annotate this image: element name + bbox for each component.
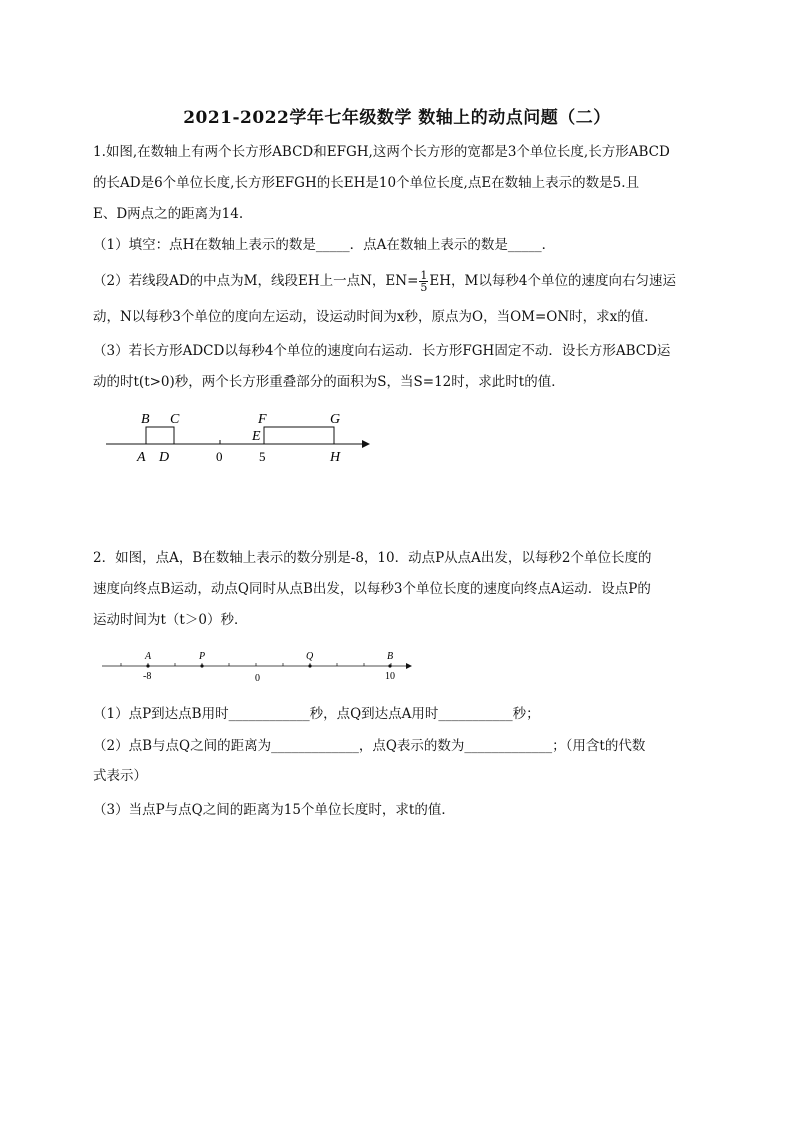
label-a: A — [137, 450, 146, 465]
q2-text-line-3: 运动时间为t（t＞0）秒． — [93, 612, 248, 628]
fraction-one-fifth — [419, 270, 428, 293]
label-a: A — [145, 651, 152, 662]
label-ten: 10 — [385, 671, 395, 682]
q1-part-3-line-2: 动的时t(t>0)秒，两个长方形重叠部分的面积为S，当S=12时，求此时t的值． — [93, 374, 565, 390]
arrow-right-icon — [406, 663, 412, 669]
point-a-dot — [146, 664, 149, 667]
q1-number-line-figure — [100, 405, 380, 470]
point-b-dot — [388, 664, 391, 667]
q1-text-line-2: 的长AD是6个单位长度,长方形EFGH的长EH是10个单位长度,点E在数轴上表示的数是5.且 — [93, 175, 640, 191]
fraction-numerator: 1 — [420, 269, 428, 282]
q1-part-2-line-2: 动，N以每秒3个单位的度向左运动，设运动时间为x秒，原点为O，当OM=ON时，求x的值． — [93, 309, 658, 325]
point-p-dot — [200, 664, 203, 667]
label-minus-eight: -8 — [143, 671, 152, 682]
label-zero: 0 — [216, 449, 223, 464]
point-q-dot — [308, 664, 311, 667]
q2-part-3: （3）当点P与点Q之间的距离为15个单位长度时，求t的值． — [93, 802, 455, 818]
q1-part-2-prefix: （2）若线段AD的中点为M，线段EH上一点N，EN= — [93, 273, 419, 289]
q1-text-line-1: 1.如图,在数轴上有两个长方形ABCD和EFGH,这两个长方形的宽都是3个单位长度,长方形ABCD — [93, 144, 670, 160]
label-h: H — [330, 450, 341, 465]
q1-text-line-3: E、D两点之的距离为14. — [93, 206, 244, 222]
label-g: G — [330, 412, 341, 427]
rectangle-abcd — [146, 427, 174, 444]
label-b: B — [141, 412, 150, 427]
label-f: F — [258, 412, 267, 427]
fraction-denominator: 5 — [420, 281, 428, 294]
q2-part-2-line-1: （2）点B与点Q之间的距离为_____________，点Q表示的数为_____________；（用含t的代数 — [93, 738, 646, 754]
q2-part-1: （1）点P到达点B用时____________秒，点Q到达点A用时___________秒； — [93, 706, 540, 722]
rectangle-efgh — [264, 427, 334, 444]
label-five: 5 — [259, 449, 266, 464]
q1-part-3-line-1: （3）若长方形ADCD以每秒4个单位的速度向右运动．长方形FGH固定不动．设长方形ABCD运 — [93, 343, 671, 359]
q2-text-line-2: 速度向终点B运动，动点Q同时从点B出发，以每秒3个单位长度的速度向终点A运动．设点P的 — [93, 581, 651, 597]
label-p: P — [199, 651, 206, 662]
label-c: C — [170, 412, 180, 427]
q1-part-2-suffix: EH，M以每秒4个单位的速度向右匀速运 — [429, 273, 676, 289]
q2-text-line-1: 2．如图，点A，B在数轴上表示的数分别是-8，10．动点P从点A出发，以每秒2个单位长度的 — [93, 550, 652, 566]
q2-part-2-line-2: 式表示） — [93, 768, 147, 784]
label-q: Q — [306, 651, 314, 662]
label-d: D — [159, 450, 170, 465]
q2-number-line-figure — [98, 646, 418, 688]
label-zero: 0 — [255, 673, 260, 684]
label-e: E — [252, 429, 261, 444]
label-b: B — [387, 651, 394, 662]
q1-part-2-line-1 — [93, 270, 713, 293]
tick-marks — [121, 663, 391, 666]
q1-part-1: （1）填空：点H在数轴上表示的数是_____．点A在数轴上表示的数是_____． — [93, 237, 556, 253]
page-title: 2021-2022学年七年级数学 数轴上的动点问题（二） — [183, 108, 611, 128]
arrow-right-icon — [362, 440, 370, 448]
